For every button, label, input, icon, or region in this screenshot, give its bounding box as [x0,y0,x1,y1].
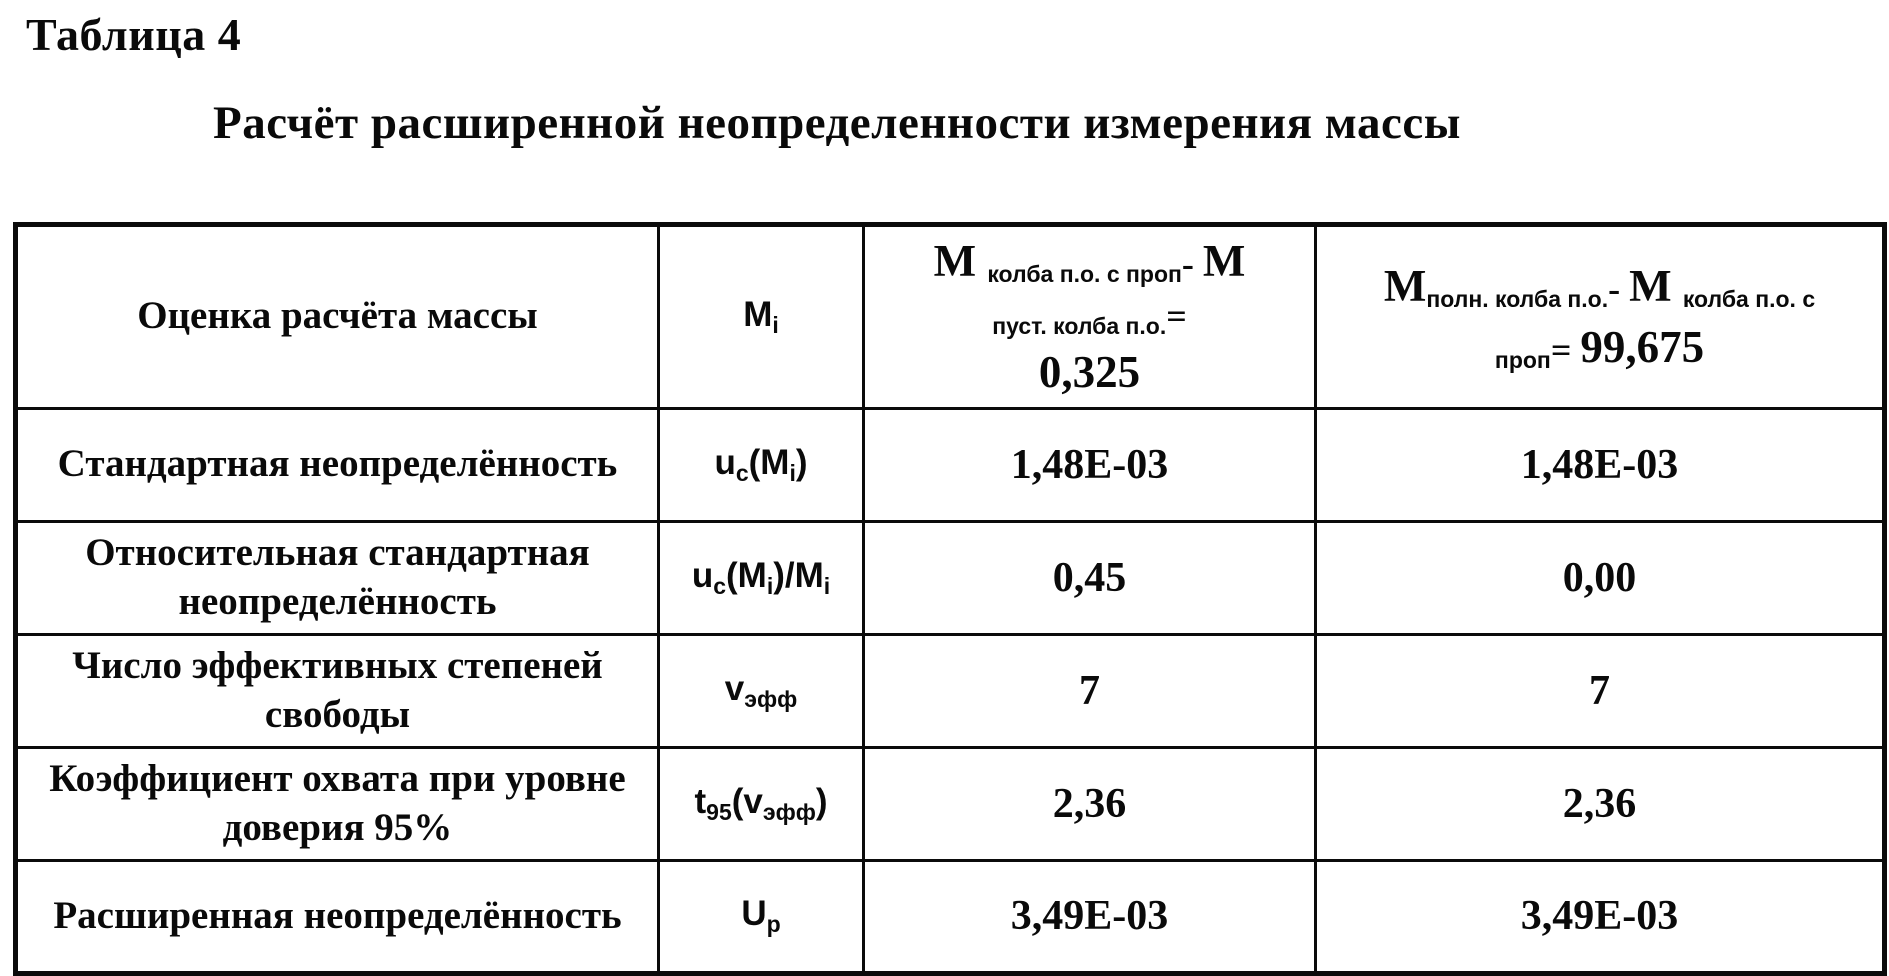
table-row-expanded-uncertainty [16,860,1885,973]
table-row-coverage-factor [16,747,1885,860]
row-label: Стандартная неопределённость [16,408,659,521]
row-symbol: $U_p$ [659,860,864,973]
table-row-effective-degrees-of-freedom [16,634,1885,747]
row-value-col4: 2,36 [1316,747,1885,860]
row-value-col3: 0,45 [864,521,1316,634]
row-label: Число эффективных степеней свободы [16,634,659,747]
row-value-col3: 3,49E-03 [864,860,1316,973]
col-header-mass-estimate: Оценка расчёта массы [16,225,659,409]
row-symbol: $t_{95}(v_{эфф})$ [659,747,864,860]
col-header-flask-with-propolis-formula: M $_{колба п.о. с проп}$- M $_{пуст. колба п.о.}$= 0,325 [864,225,1316,409]
row-label: Расширенная неопределённость [16,860,659,973]
table-row-relative-standard-uncertainty [16,521,1885,634]
table-number-label: Таблица 4 [26,9,242,60]
header-row [16,225,1885,409]
row-symbol: $v_{эфф}$ [659,634,864,747]
row-symbol: $u_c(M_i)/M_i$ [659,521,864,634]
row-value-col4: 1,48E-03 [1316,408,1885,521]
col-header-mi-symbol: $M_i$ [659,225,864,409]
col-header-full-flask-formula: $M_{полн. колба п.о.}-$ M $_{колба п.о. с}$ $_{проп}$= 99,675 [1316,225,1885,409]
row-symbol: $u_c(M_i)$ [659,408,864,521]
row-label: Коэффициент охвата при уровне доверия 95% [16,747,659,860]
row-value-col4: 0,00 [1316,521,1885,634]
row-value-col3: 2,36 [864,747,1316,860]
row-label: Относительная стандартная неопределённость [16,521,659,634]
table-row-standard-uncertainty [16,408,1885,521]
row-value-col3: 7 [864,634,1316,747]
row-value-col3: 1,48E-03 [864,408,1316,521]
row-value-col4: 7 [1316,634,1885,747]
page-title: Расчёт расширенной неопределенности измерения массы [213,97,1461,149]
uncertainty-table [13,222,1887,976]
row-value-col4: 3,49E-03 [1316,860,1885,973]
